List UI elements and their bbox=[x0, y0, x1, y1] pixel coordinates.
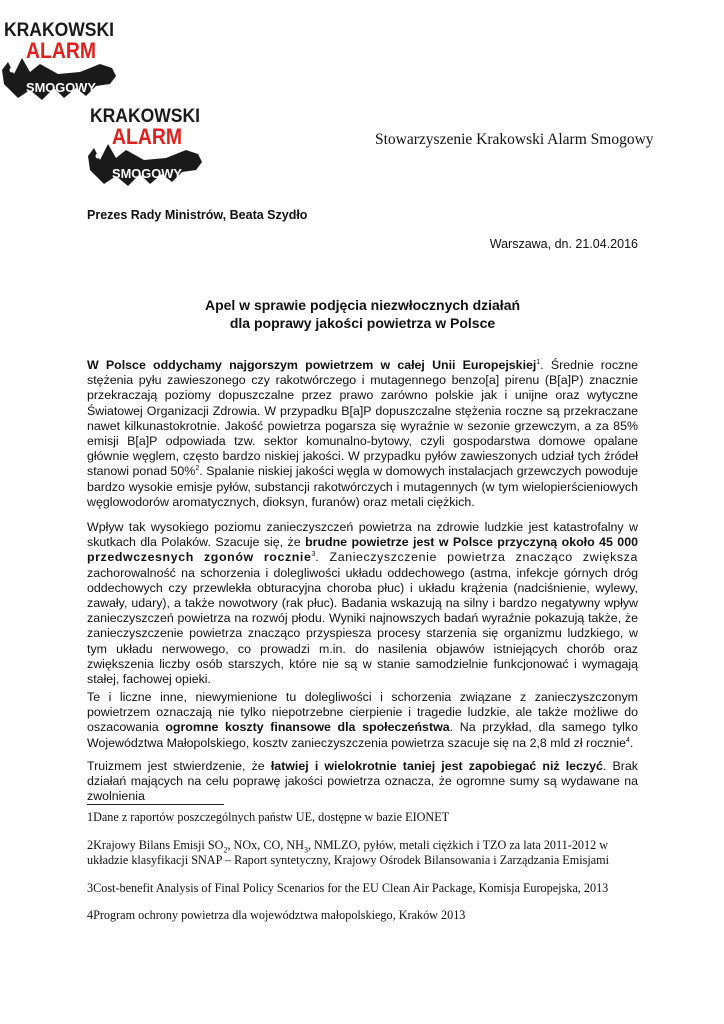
logo-text-krakowski: KRAKOWSKI bbox=[4, 20, 114, 41]
paragraph-3 bbox=[87, 690, 638, 751]
p3-text-3: . bbox=[629, 735, 634, 750]
p2-bold-1: brudne powietrze jest w Polsce przyczyną około 45 000 bbox=[305, 535, 638, 550]
p2-text-1: Wpływ tak wysokiego poziomu zanieczyszczeń powietrza na zdrowie ludzkie jest katastrofalny w skutkach dla Polaków. Szacuje się, że bbox=[87, 520, 638, 550]
footnote-2-sub-2: 3 bbox=[303, 845, 308, 855]
logo-text-smogowy: SMOGOWY bbox=[26, 80, 97, 95]
footnote-2-part-b: , NOx, CO, NH bbox=[227, 838, 304, 852]
p2-bold-2: przedwczesnych zgonów rocznie bbox=[87, 550, 312, 565]
p4-bold: łatwiej i wielokrotnie taniej jest zapobiegać niż leczyć bbox=[270, 759, 603, 773]
krakowski-alarm-smogowy-logo bbox=[0, 14, 118, 106]
footnote-2-part-c: , NMLZO, pyłów, metali ciężkich i TZO za lata 2011-2012 w układzie klasyfikacji SNAP – Raport syntetyczny, Krajowy Ośrodek Bilansowania i Zarządzania Emisjami bbox=[87, 838, 610, 867]
p2-spaced-text: . Zanieczyszczenie powietrza znacząco zwiększa bbox=[315, 550, 638, 565]
logo-text-smogowy: SMOGOWY bbox=[112, 166, 183, 181]
footnote-2-sub-1: 2 bbox=[223, 845, 228, 855]
footnote-ref-3[interactable]: 3 bbox=[311, 551, 316, 559]
title-line-1: Apel w sprawie podjęcia niezwłocznych działań bbox=[204, 297, 521, 313]
p3-bold: ogromne koszty finansowe dla społeczeństwa bbox=[165, 720, 450, 735]
p1-text-1: . Średnie roczne stężenia pyłu zawieszonego czy rakotwórczego i mutagennego benzo[a] pirenu (B[a]P) znacznie przekraczają poziomy dopuszczalne przez prawo zarówno polskie jak i unijne oraz wytyczne Światowej Organizacji Zdrowia. W przypadku B[a]P dopuszczalne stężenia roczne są przekraczane nawet kilkunastokrotnie. Jakość powietrza pogarsza się wyraźnie w sezonie grzewczym, a za 85% emisji B[a]P odpowiada tzw. sektor komunalno-bytowy, czyli gospodarstwa domowe opalane głównie węglem, często bardzo niskiej jakości. W przypadku pyłów zawieszonych udział tych źródeł stanowi ponad 50% bbox=[87, 358, 638, 479]
footnote-divider bbox=[87, 804, 224, 805]
footnote-3: 3Cost-benefit Analysis of Final Policy Scenarios for the EU Clean Air Package, Komisja Europejska, 2013 bbox=[87, 881, 609, 895]
letter-date: Warszawa, dn. 21.04.2016 bbox=[489, 237, 638, 251]
title-line-2: dla poprawy jakości powietrza w Polsce bbox=[229, 314, 496, 331]
p1-bold: W Polsce oddychamy najgorszym powietrzem w całej Unii Europejskiej bbox=[87, 358, 537, 372]
paragraph-1 bbox=[87, 358, 638, 510]
logo-text-alarm: ALARM bbox=[112, 124, 182, 149]
organization-name: Stowarzyszenie Krakowski Alarm Smogowy bbox=[375, 131, 654, 148]
p4-text-1: Truizmem jest stwierdzenie, że bbox=[87, 759, 271, 773]
letter-title bbox=[87, 297, 638, 332]
footnote-4: 4Program ochrony powietrza dla województwa małopolskiego, Kraków 2013 bbox=[87, 908, 466, 922]
footnote-2 bbox=[87, 838, 647, 868]
p3-text-2: . Na przykład, dla samego tylko Województwa Małopolskiego, kosztv zanieczyszczenia powietrza szacuje się na 2,8 mld zł rocznie bbox=[87, 720, 639, 750]
footnote-ref-2[interactable]: 2 bbox=[195, 465, 200, 473]
logo-text-krakowski: KRAKOWSKI bbox=[90, 106, 200, 127]
p2-text-2: zachorowalność na schorzenia i dolegliwości układu oddechowego (astma, infekcje górnych dróg oddechowych czy przewlekła obturacyjna choroba płuc) i układu krążenia (nadciśnienie, wylewy, zawały, udary), a także nowotwory (rak płuc). Badania wskazują na silny i bardzo negatywny wpływ zanieczyszczeń powietrza na rozwój płodu. Wyniki najnowszych badań wyraźnie pokazują także, że zanieczyszczenie powietrza znacząco przyspiesza procesy starzenia się organizmu ludzkiego, w tym układu nerwowego, co prowadzi m.in. do nasilenia objawów istniejących chorób oraz zwiększenia liczby osób starszych, które nie są w stanie samodzielnie funkcjonować i wymagają stałej, fachowej opieki. bbox=[87, 565, 638, 687]
p4-text-2: . Brak działań mających na celu poprawę jakości powietrza oznacza, że ogromne sumy są wydawane na zwolnienia bbox=[87, 759, 638, 804]
recipient: Prezes Rady Ministrów, Beata Szydło bbox=[87, 208, 308, 222]
krakowski-alarm-smogowy-logo-secondary bbox=[86, 100, 204, 192]
p3-text-1: Te i liczne inne, niewymienione tu dolegliwości i schorzenia związane z zanieczyszczonym powietrzem oznaczają nie tylko niepotrzebne cierpienie i tragedie ludzkie, ale także możliwe do oszacowania bbox=[87, 690, 638, 735]
p1-text-2: . Spalanie niskiej jakości węgla w domowych instalacjach grzewczych powoduje bardzo wysokie emisje pyłów, substancji rakotwórczych i mutagennych (w tym wielopierścieniowych węglowodorów aromatycznych, dioksyn, furanów) oraz metali ciężkich. bbox=[87, 464, 638, 509]
footnote-ref-1[interactable]: 1 bbox=[536, 358, 541, 366]
paragraph-4 bbox=[87, 759, 638, 805]
paragraph-2 bbox=[87, 520, 638, 687]
footnote-2-part-a: 2Krajowy Bilans Emisji SO bbox=[87, 838, 224, 852]
footnote-ref-4[interactable]: 4 bbox=[626, 736, 630, 744]
footnote-1: 1Dane z raportów poszczególnych państw UE, dostępne w bazie EIONET bbox=[87, 810, 450, 824]
logo-text-alarm: ALARM bbox=[26, 38, 96, 63]
